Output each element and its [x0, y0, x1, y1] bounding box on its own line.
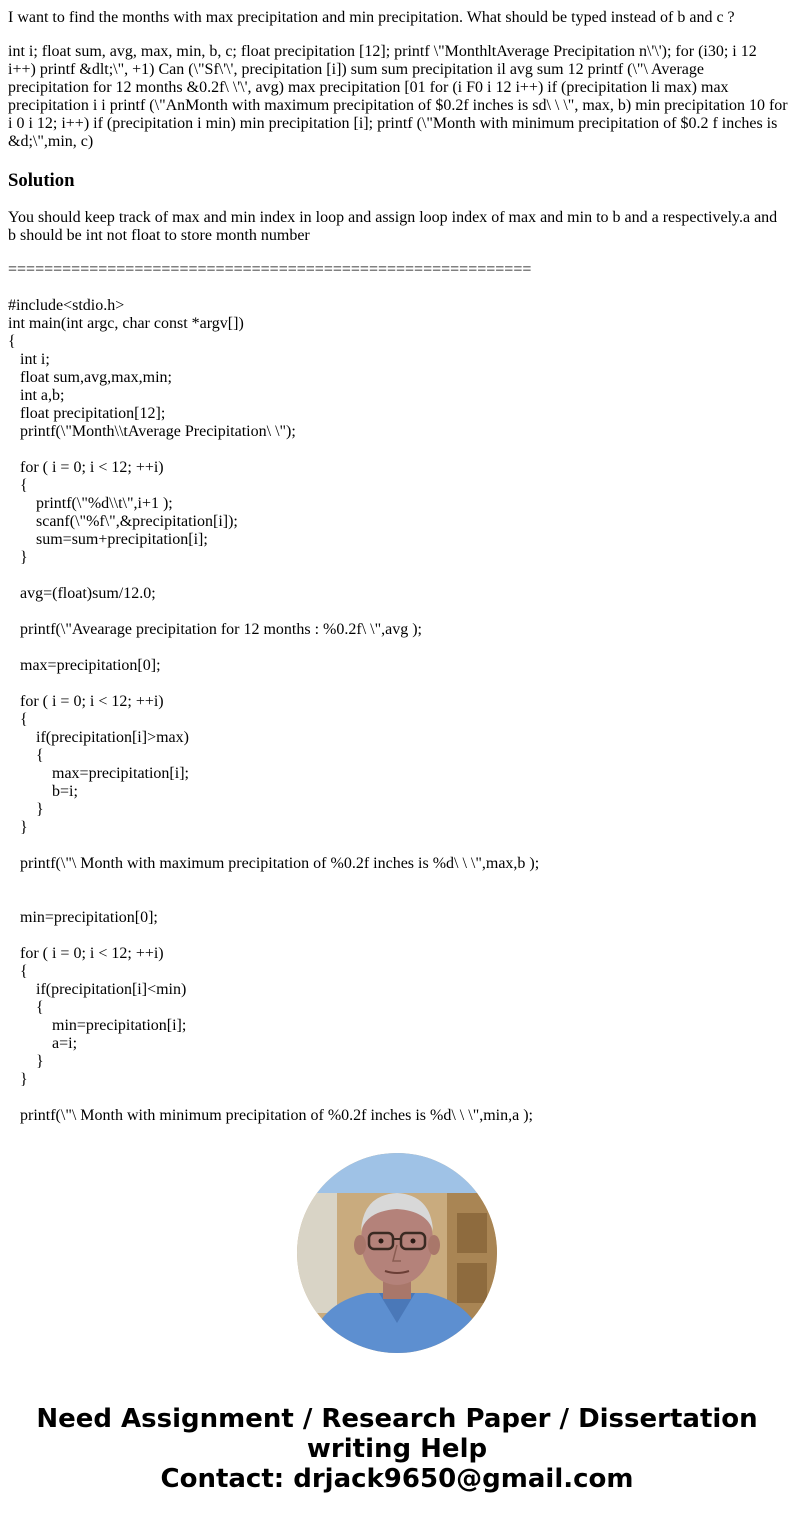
author-avatar — [297, 1153, 497, 1353]
solution-code: ========================================================== #include<stdio.h> int main(int argc, char const *argv[]) { int i; float sum,avg,max,min; int a,b; float precipitation[12]; printf(\"Month\\tAverage Precipitation\ \"); for ( i = 0; i < 12; ++i) { printf(\"%d\\t\",i+1 ); scanf(\"%f\",&precipitation[i]); sum=sum+precipitation[i]; } avg=(float)sum/12.0; printf(\"Avearage precipitation for 12 months : %0.2f\ \",avg ); max=precipitation[0]; for ( i = 0; i < 12; ++i) { if(precipitation[i]>max) { max=precipitation[i]; b=i; } } printf(\"\ Month with maximum precipitation of %0.2f inches is %d\ \ \",max,b ); min=precipitation[0]; for ( i = 0; i < 12; ++i) { if(precipitation[i]<min) { min=precipitation[i]; a=i; } } printf(\"\ Month with minimum precipitation of %0.2f inches is %d\ \ \",min,a ); — [8, 261, 540, 1124]
promo-line-1: Need Assignment / Research Paper / Dissertation — [36, 1404, 758, 1434]
solution-explanation: You should keep track of max and min index in loop and assign loop index of max and min to b and a respectively.a and b should be int not float to store month number — [8, 209, 778, 244]
promo-contact: Contact: drjack9650@gmail.com — [160, 1464, 634, 1494]
solution-heading: Solution — [8, 170, 75, 191]
author-photo — [297, 1153, 497, 1353]
promo-line-2: writing Help — [306, 1434, 488, 1464]
document-content — [8, 0, 788, 1125]
promo-banner — [0, 1404, 794, 1494]
question-body: int i; float sum, avg, max, min, b, c; float precipitation [12]; printf \"MonthltAverage Precipitation n\'\'); for (i30; i 12 i++) printf &dlt;\", +1) Can (\"Sf\'\', precipitation [i]) sum sum precipitation il avg sum 12 printf (\"\ Average precipitation for 12 months &0.2f\ \'\', avg) max precipitation [01 for (i F0 i 12 i++) if (precipitation li max) max precipitation i i printf (\"AnMonth with maximum precipitation of $0.2f inches is sd\ \ \", max, b) min precipitation 10 for i 0 i 12; i++) if (precipitation i min) min precipitation [i]; printf (\"Month with minimum precipitation of $0.2 f inches is &d;\",min, c) — [8, 43, 788, 150]
question-title: I want to find the months with max precipitation and min precipitation. What should be typed instead of b and c ? — [8, 9, 735, 26]
